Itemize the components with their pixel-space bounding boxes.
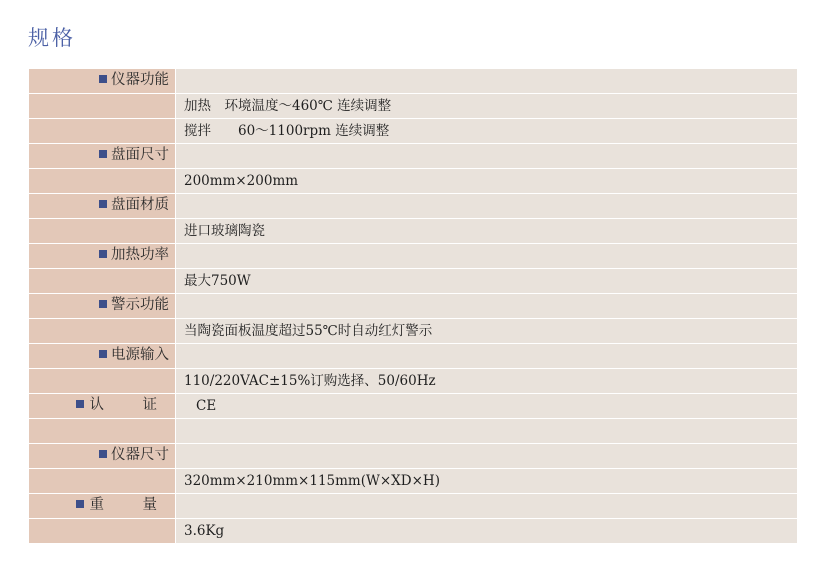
row-value-cell: 搅拌 60～1100rpm 连续调整 — [176, 119, 798, 144]
row-value-cell: CE — [176, 394, 798, 419]
row-label-cell — [29, 194, 176, 219]
row-label-cell — [29, 344, 176, 369]
row-label: 仪器尺寸 — [111, 447, 169, 464]
table-row — [29, 194, 798, 219]
specifications-table — [28, 68, 798, 544]
row-label-cell — [29, 494, 176, 519]
row-label-cell — [29, 244, 176, 269]
row-value-cell — [176, 419, 798, 444]
row-value-cell: 进口玻璃陶瓷 — [176, 219, 798, 244]
row-value-cell — [176, 444, 798, 469]
row-label-cell — [29, 394, 176, 419]
table-row — [29, 419, 798, 444]
specifications-table-body — [29, 69, 798, 544]
row-label: 重 量 — [89, 497, 169, 514]
table-row — [29, 519, 798, 544]
row-value-cell — [176, 294, 798, 319]
table-row — [29, 494, 798, 519]
table-row — [29, 394, 798, 419]
row-value-cell: 200mm×200mm — [176, 169, 798, 194]
row-label-cell — [29, 144, 176, 169]
table-row — [29, 369, 798, 394]
row-value-cell: 320mm×210mm×115mm(W×XD×H) — [176, 469, 798, 494]
row-label-cell — [29, 444, 176, 469]
row-value-cell: 3.6Kg — [176, 519, 798, 544]
row-label-cell — [29, 469, 176, 494]
table-row — [29, 344, 798, 369]
row-label-cell — [29, 294, 176, 319]
row-label-cell — [29, 219, 176, 244]
row-value-cell: 110/220VAC±15%订购选择、50/60Hz — [176, 369, 798, 394]
row-label: 警示功能 — [111, 297, 169, 314]
table-row — [29, 269, 798, 294]
square-bullet-icon — [99, 300, 107, 308]
row-label: 盘面材质 — [111, 197, 169, 214]
row-label-cell — [29, 269, 176, 294]
row-label-cell — [29, 519, 176, 544]
row-label-cell — [29, 94, 176, 119]
row-label-cell — [29, 369, 176, 394]
row-label: 加热功率 — [111, 247, 169, 264]
table-row — [29, 169, 798, 194]
row-label-cell — [29, 419, 176, 444]
square-bullet-icon — [99, 350, 107, 358]
table-row — [29, 119, 798, 144]
square-bullet-icon — [99, 75, 107, 83]
square-bullet-icon — [76, 400, 84, 408]
table-row — [29, 444, 798, 469]
square-bullet-icon — [99, 150, 107, 158]
table-row — [29, 294, 798, 319]
row-label: 盘面尺寸 — [111, 147, 169, 164]
table-row — [29, 319, 798, 344]
row-label-cell — [29, 169, 176, 194]
row-label-cell — [29, 69, 176, 94]
row-label-cell — [29, 119, 176, 144]
row-value-cell — [176, 194, 798, 219]
table-row — [29, 244, 798, 269]
table-row — [29, 469, 798, 494]
square-bullet-icon — [99, 200, 107, 208]
row-value-cell — [176, 494, 798, 519]
row-value-cell: 加热 环境温度～460℃ 连续调整 — [176, 94, 798, 119]
square-bullet-icon — [76, 500, 84, 508]
row-value-cell: 最大750W — [176, 269, 798, 294]
table-row — [29, 144, 798, 169]
row-label-cell — [29, 319, 176, 344]
table-row — [29, 69, 798, 94]
page-title: 规格 — [28, 26, 76, 50]
row-value-cell — [176, 69, 798, 94]
square-bullet-icon — [99, 250, 107, 258]
row-label: 认 证 — [89, 397, 169, 414]
row-value-cell — [176, 144, 798, 169]
row-label: 仪器功能 — [111, 72, 169, 89]
row-label: 电源输入 — [111, 347, 169, 364]
row-value-cell — [176, 344, 798, 369]
table-row — [29, 219, 798, 244]
table-row — [29, 94, 798, 119]
row-value-cell — [176, 244, 798, 269]
row-value-cell: 当陶瓷面板温度超过55℃时自动红灯警示 — [176, 319, 798, 344]
square-bullet-icon — [99, 450, 107, 458]
